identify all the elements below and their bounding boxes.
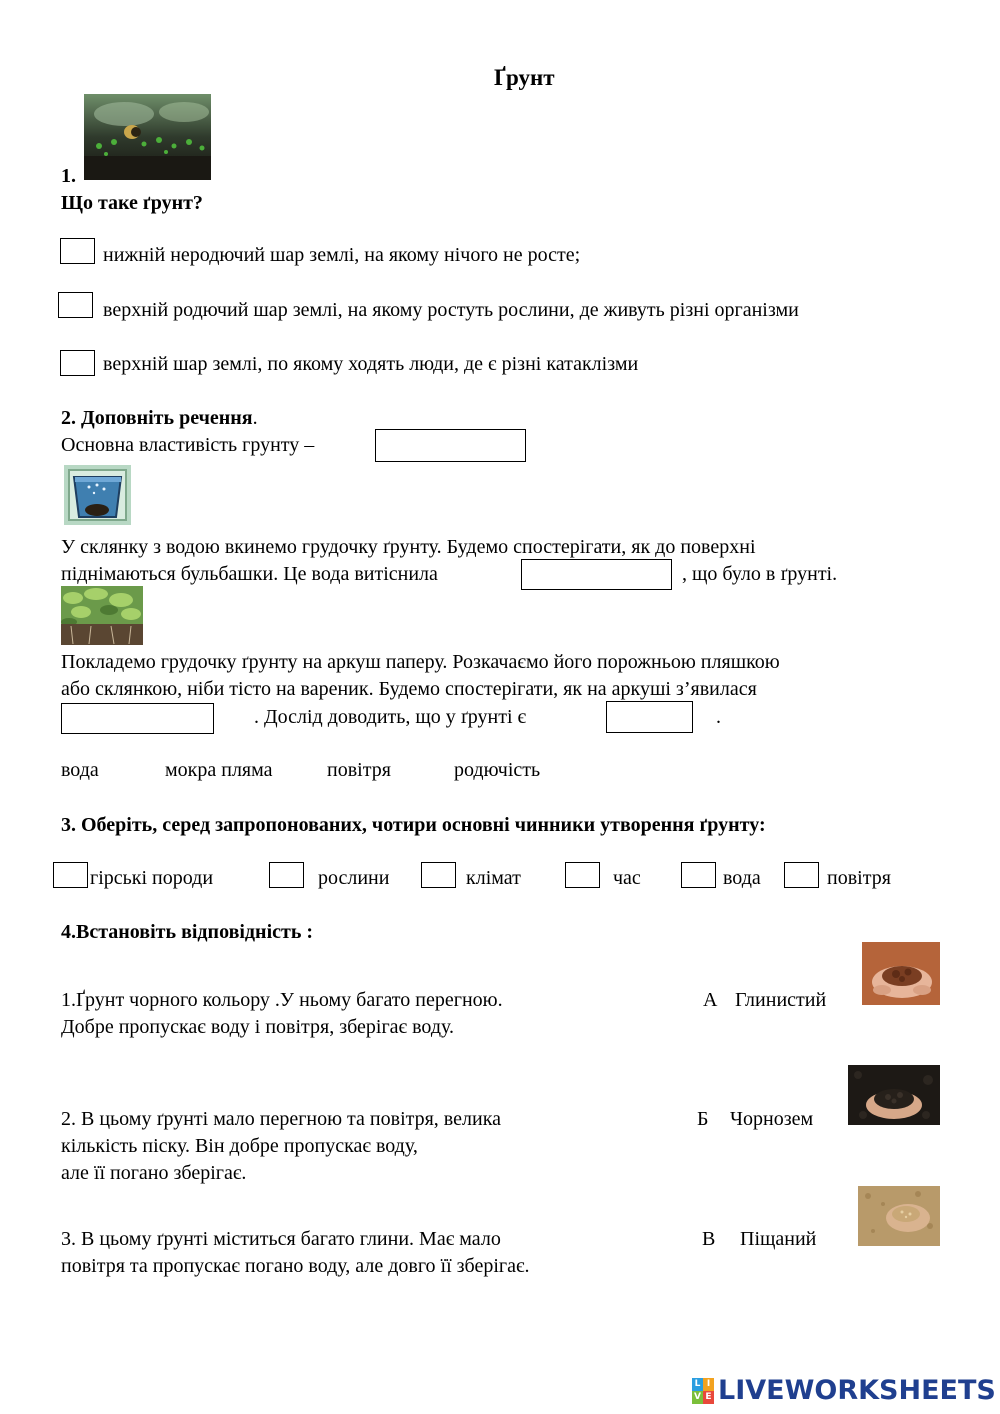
q4-answer-a-name: Глинистий [735, 989, 827, 1011]
q2-blank-appeared[interactable] [61, 703, 214, 734]
q2-word-3: повітря [327, 759, 391, 781]
q1-option-3-checkbox[interactable] [60, 350, 95, 376]
q3-heading: 3. Оберіть, серед запропонованих, чотири основні чинники утворення ґрунту: [61, 814, 766, 836]
q3-option-5-text: вода [723, 867, 761, 889]
q1-number: 1. [61, 165, 76, 187]
q4-answer-b-letter: Б [697, 1108, 709, 1130]
q4-item-3-line1: 3. В цьому ґрунті міститься багато глини. Має мало [61, 1228, 501, 1250]
q4-answer-v-name: Піщаний [740, 1228, 817, 1250]
q2-heading-period: . [252, 407, 258, 429]
q2-blank-displaced[interactable] [521, 559, 672, 590]
q2-sentence1: Основна властивість грунту – [61, 434, 315, 456]
page-title: Ґрунт [494, 65, 555, 90]
q4-item-3-line2: повітря та пропускає погано воду, але довго її зберігає. [61, 1255, 530, 1277]
q4-item-1-line2: Добре пропускає воду і повітря, зберігає воду. [61, 1016, 455, 1038]
q1-option-1-text: нижній неродючий шар землі, на якому нічого не росте; [103, 244, 581, 266]
q2-para2-line3a: . Дослід доводить, що у ґрунті є [254, 706, 527, 728]
q3-option-3-text: клімат [466, 867, 521, 889]
q2-word-1: вода [61, 759, 99, 781]
q3-option-6-text: повітря [827, 867, 891, 889]
q2-para1-line1: У склянку з водою вкинемо грудочку ґрунту. Будемо спостерігати, як до поверхні [61, 536, 756, 558]
q3-option-2-checkbox[interactable] [269, 862, 304, 888]
q1-question: Що таке ґрунт? [61, 192, 203, 214]
logo-letter-e: E [703, 1391, 714, 1404]
q3-option-4-checkbox[interactable] [565, 862, 600, 888]
q2-para2-line2: або склянкою, ніби тісто на вареник. Будемо спостерігати, як на аркуші з’явилася [61, 678, 757, 700]
logo-letter-i: I [703, 1378, 714, 1391]
q1-option-3-text: верхній шар землі, по якому ходять люди, де є різні катаклізми [103, 353, 639, 375]
q4-heading: 4.Встановіть відповідність : [61, 921, 314, 943]
q4-item-1-line1: 1.Ґрунт чорного кольору .У ньому багато перегною. [61, 989, 503, 1011]
chernozem-hands-image [848, 1065, 940, 1125]
q4-item-2-line3: але її погано зберігає. [61, 1162, 247, 1184]
q4-item-2-line2: кількість піску. Він добре пропускає воду, [61, 1135, 418, 1157]
q2-blank-main-property[interactable] [375, 429, 526, 462]
q4-answer-b-name: Чорнозем [730, 1108, 814, 1130]
plants-soil-image [61, 586, 143, 645]
q3-option-5-checkbox[interactable] [681, 862, 716, 888]
q2-para2-line1: Покладемо грудочку ґрунту на аркуш паперу. Розкачаємо його порожньою пляшкою [61, 651, 780, 673]
q1-option-1-checkbox[interactable] [60, 238, 95, 264]
q2-word-4: родючість [454, 759, 541, 781]
q4-answer-v-letter: В [702, 1228, 716, 1250]
q3-option-4-text: час [613, 867, 641, 889]
q2-para1-line2b: , що було в ґрунті. [682, 563, 838, 585]
q2-word-2: мокра пляма [165, 759, 273, 781]
q2-para1-line2a: піднімаються бульбашки. Це вода витіснила [61, 563, 438, 585]
q4-answer-a-letter: А [703, 989, 718, 1011]
q3-option-2-text: рослини [318, 867, 390, 889]
q2-para2-line3b: . [716, 706, 721, 728]
live-letters-grid [692, 1378, 714, 1404]
brand-name: LIVEWORKSHEETS [718, 1375, 996, 1406]
logo-letter-v: V [692, 1391, 703, 1404]
sandy-soil-hand-image [858, 1186, 940, 1246]
glass-of-water-image [64, 465, 131, 525]
q3-option-1-text: гірські породи [90, 867, 214, 889]
liveworksheets-logo [692, 1374, 996, 1408]
q2-blank-contains[interactable] [606, 701, 693, 733]
logo-letter-l: L [692, 1378, 703, 1391]
q2-number: 2. [61, 407, 76, 429]
q1-option-2-text: верхній родючий шар землі, на якому ростуть рослини, де живуть різні організми [103, 299, 799, 321]
q2-heading [61, 406, 258, 430]
q3-option-1-checkbox[interactable] [53, 862, 88, 888]
q3-option-3-checkbox[interactable] [421, 862, 456, 888]
clay-soil-hands-image [862, 942, 940, 1005]
q2-heading-text: Доповніть речення [81, 407, 253, 429]
seedling-soil-image [84, 94, 211, 180]
q1-option-2-checkbox[interactable] [58, 292, 93, 318]
q3-option-6-checkbox[interactable] [784, 862, 819, 888]
q4-item-2-line1: 2. В цьому ґрунті мало перегною та повітря, велика [61, 1108, 501, 1130]
